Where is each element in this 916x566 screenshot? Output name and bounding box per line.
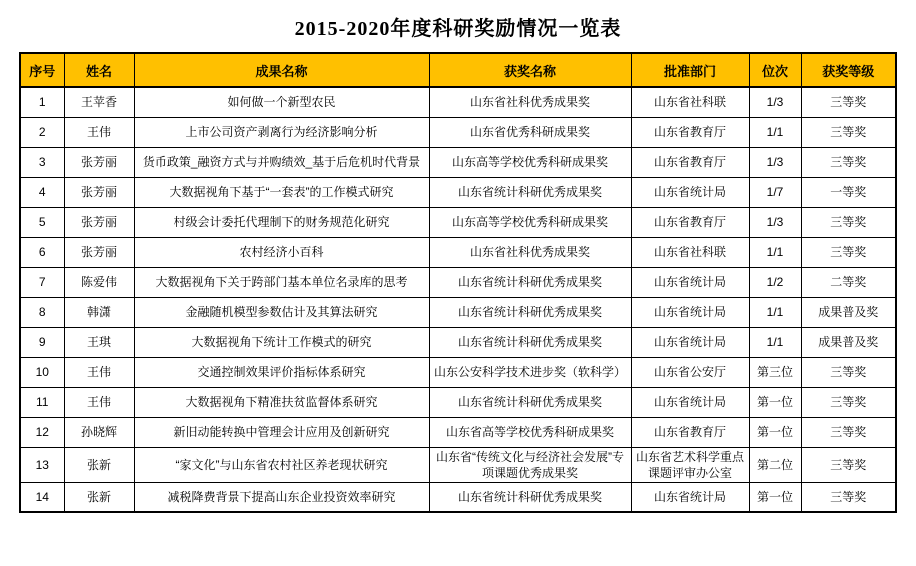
table-header xyxy=(20,53,896,87)
cell-department: 山东省社科联 xyxy=(631,237,749,267)
cell-no: 13 xyxy=(20,447,64,482)
cell-name: 王伟 xyxy=(64,387,134,417)
cell-achievement: 金融随机模型参数估计及其算法研究 xyxy=(134,297,429,327)
cell-name: 陈爱伟 xyxy=(64,267,134,297)
column-header-department: 批准部门 xyxy=(631,53,749,87)
table-row xyxy=(20,327,896,357)
cell-grade: 三等奖 xyxy=(801,147,896,177)
cell-department: 山东省统计局 xyxy=(631,297,749,327)
cell-name: 王琪 xyxy=(64,327,134,357)
cell-achievement: 大数据视角下基于“一套表”的工作模式研究 xyxy=(134,177,429,207)
cell-award: 山东省统计科研优秀成果奖 xyxy=(429,482,631,512)
cell-name: 张芳丽 xyxy=(64,177,134,207)
cell-grade: 三等奖 xyxy=(801,387,896,417)
cell-rank: 第二位 xyxy=(749,447,801,482)
cell-name: 孙晓辉 xyxy=(64,417,134,447)
table-body xyxy=(20,87,896,512)
cell-rank: 1/3 xyxy=(749,147,801,177)
cell-achievement: 减税降费背景下提高山东企业投资效率研究 xyxy=(134,482,429,512)
cell-no: 8 xyxy=(20,297,64,327)
table-row xyxy=(20,117,896,147)
cell-no: 7 xyxy=(20,267,64,297)
cell-achievement: 新旧动能转换中管理会计应用及创新研究 xyxy=(134,417,429,447)
cell-rank: 1/1 xyxy=(749,327,801,357)
cell-award: 山东省社科优秀成果奖 xyxy=(429,87,631,117)
cell-award: 山东省优秀科研成果奖 xyxy=(429,117,631,147)
cell-grade: 三等奖 xyxy=(801,482,896,512)
cell-no: 4 xyxy=(20,177,64,207)
cell-achievement: 如何做一个新型农民 xyxy=(134,87,429,117)
column-header-award: 获奖名称 xyxy=(429,53,631,87)
cell-award: 山东省统计科研优秀成果奖 xyxy=(429,387,631,417)
cell-award: 山东公安科学技术进步奖（软科学） xyxy=(429,357,631,387)
title-bar xyxy=(0,0,916,52)
cell-grade: 三等奖 xyxy=(801,117,896,147)
cell-award: 山东省统计科研优秀成果奖 xyxy=(429,177,631,207)
cell-no: 9 xyxy=(20,327,64,357)
cell-name: 韩潇 xyxy=(64,297,134,327)
cell-name: 张芳丽 xyxy=(64,207,134,237)
cell-rank: 1/2 xyxy=(749,267,801,297)
cell-name: 张芳丽 xyxy=(64,237,134,267)
cell-grade: 三等奖 xyxy=(801,417,896,447)
table-row xyxy=(20,147,896,177)
cell-grade: 三等奖 xyxy=(801,237,896,267)
column-header-no: 序号 xyxy=(20,53,64,87)
cell-no: 11 xyxy=(20,387,64,417)
table-row xyxy=(20,87,896,117)
cell-achievement: 大数据视角下关于跨部门基本单位名录库的思考 xyxy=(134,267,429,297)
table-row xyxy=(20,357,896,387)
cell-name: 张新 xyxy=(64,447,134,482)
column-header-name: 姓名 xyxy=(64,53,134,87)
cell-no: 5 xyxy=(20,207,64,237)
cell-name: 王伟 xyxy=(64,117,134,147)
cell-grade: 二等奖 xyxy=(801,267,896,297)
cell-rank: 第三位 xyxy=(749,357,801,387)
cell-grade: 成果普及奖 xyxy=(801,327,896,357)
cell-name: 王伟 xyxy=(64,357,134,387)
cell-award: 山东省“传统文化与经济社会发展”专项课题优秀成果奖 xyxy=(429,447,631,482)
column-header-rank: 位次 xyxy=(749,53,801,87)
cell-achievement: 村级会计委托代理制下的财务规范化研究 xyxy=(134,207,429,237)
cell-rank: 1/1 xyxy=(749,117,801,147)
table-row xyxy=(20,237,896,267)
cell-department: 山东省教育厅 xyxy=(631,147,749,177)
page-title: 2015-2020年度科研奖励情况一览表 xyxy=(294,17,622,40)
cell-department: 山东省统计局 xyxy=(631,387,749,417)
awards-table xyxy=(19,52,897,513)
cell-award: 山东高等学校优秀科研成果奖 xyxy=(429,207,631,237)
cell-rank: 1/7 xyxy=(749,177,801,207)
cell-department: 山东省教育厅 xyxy=(631,117,749,147)
cell-department: 山东省艺术科学重点课题评审办公室 xyxy=(631,447,749,482)
cell-grade: 成果普及奖 xyxy=(801,297,896,327)
cell-no: 1 xyxy=(20,87,64,117)
cell-rank: 1/1 xyxy=(749,237,801,267)
cell-no: 12 xyxy=(20,417,64,447)
cell-department: 山东省教育厅 xyxy=(631,207,749,237)
cell-grade: 三等奖 xyxy=(801,207,896,237)
cell-department: 山东省统计局 xyxy=(631,327,749,357)
table-row xyxy=(20,297,896,327)
cell-rank: 1/1 xyxy=(749,297,801,327)
cell-department: 山东省公安厅 xyxy=(631,357,749,387)
table-row xyxy=(20,387,896,417)
cell-grade: 一等奖 xyxy=(801,177,896,207)
cell-no: 6 xyxy=(20,237,64,267)
cell-no: 3 xyxy=(20,147,64,177)
cell-award: 山东省社科优秀成果奖 xyxy=(429,237,631,267)
cell-award: 山东省统计科研优秀成果奖 xyxy=(429,267,631,297)
cell-name: 张新 xyxy=(64,482,134,512)
cell-rank: 第一位 xyxy=(749,482,801,512)
table-row xyxy=(20,267,896,297)
cell-rank: 第一位 xyxy=(749,387,801,417)
header-row xyxy=(20,53,896,87)
cell-no: 10 xyxy=(20,357,64,387)
cell-award: 山东省高等学校优秀科研成果奖 xyxy=(429,417,631,447)
cell-department: 山东省统计局 xyxy=(631,177,749,207)
cell-department: 山东省统计局 xyxy=(631,267,749,297)
table-row xyxy=(20,482,896,512)
cell-achievement: 交通控制效果评价指标体系研究 xyxy=(134,357,429,387)
cell-grade: 三等奖 xyxy=(801,447,896,482)
cell-department: 山东省统计局 xyxy=(631,482,749,512)
column-header-achievement: 成果名称 xyxy=(134,53,429,87)
cell-rank: 1/3 xyxy=(749,207,801,237)
cell-grade: 三等奖 xyxy=(801,87,896,117)
cell-department: 山东省社科联 xyxy=(631,87,749,117)
cell-achievement: 货币政策_融资方式与并购绩效_基于后危机时代背景 xyxy=(134,147,429,177)
table-row xyxy=(20,177,896,207)
cell-award: 山东高等学校优秀科研成果奖 xyxy=(429,147,631,177)
cell-achievement: 大数据视角下统计工作模式的研究 xyxy=(134,327,429,357)
cell-no: 14 xyxy=(20,482,64,512)
table-row xyxy=(20,417,896,447)
cell-no: 2 xyxy=(20,117,64,147)
cell-department: 山东省教育厅 xyxy=(631,417,749,447)
cell-rank: 第一位 xyxy=(749,417,801,447)
cell-award: 山东省统计科研优秀成果奖 xyxy=(429,297,631,327)
column-header-grade: 获奖等级 xyxy=(801,53,896,87)
cell-name: 张芳丽 xyxy=(64,147,134,177)
cell-achievement: 农村经济小百科 xyxy=(134,237,429,267)
cell-achievement: “家文化”与山东省农村社区养老现状研究 xyxy=(134,447,429,482)
cell-rank: 1/3 xyxy=(749,87,801,117)
cell-grade: 三等奖 xyxy=(801,357,896,387)
table-row xyxy=(20,447,896,482)
cell-name: 王苹香 xyxy=(64,87,134,117)
table-row xyxy=(20,207,896,237)
cell-achievement: 大数据视角下精准扶贫监督体系研究 xyxy=(134,387,429,417)
cell-award: 山东省统计科研优秀成果奖 xyxy=(429,327,631,357)
cell-achievement: 上市公司资产剥离行为经济影响分析 xyxy=(134,117,429,147)
